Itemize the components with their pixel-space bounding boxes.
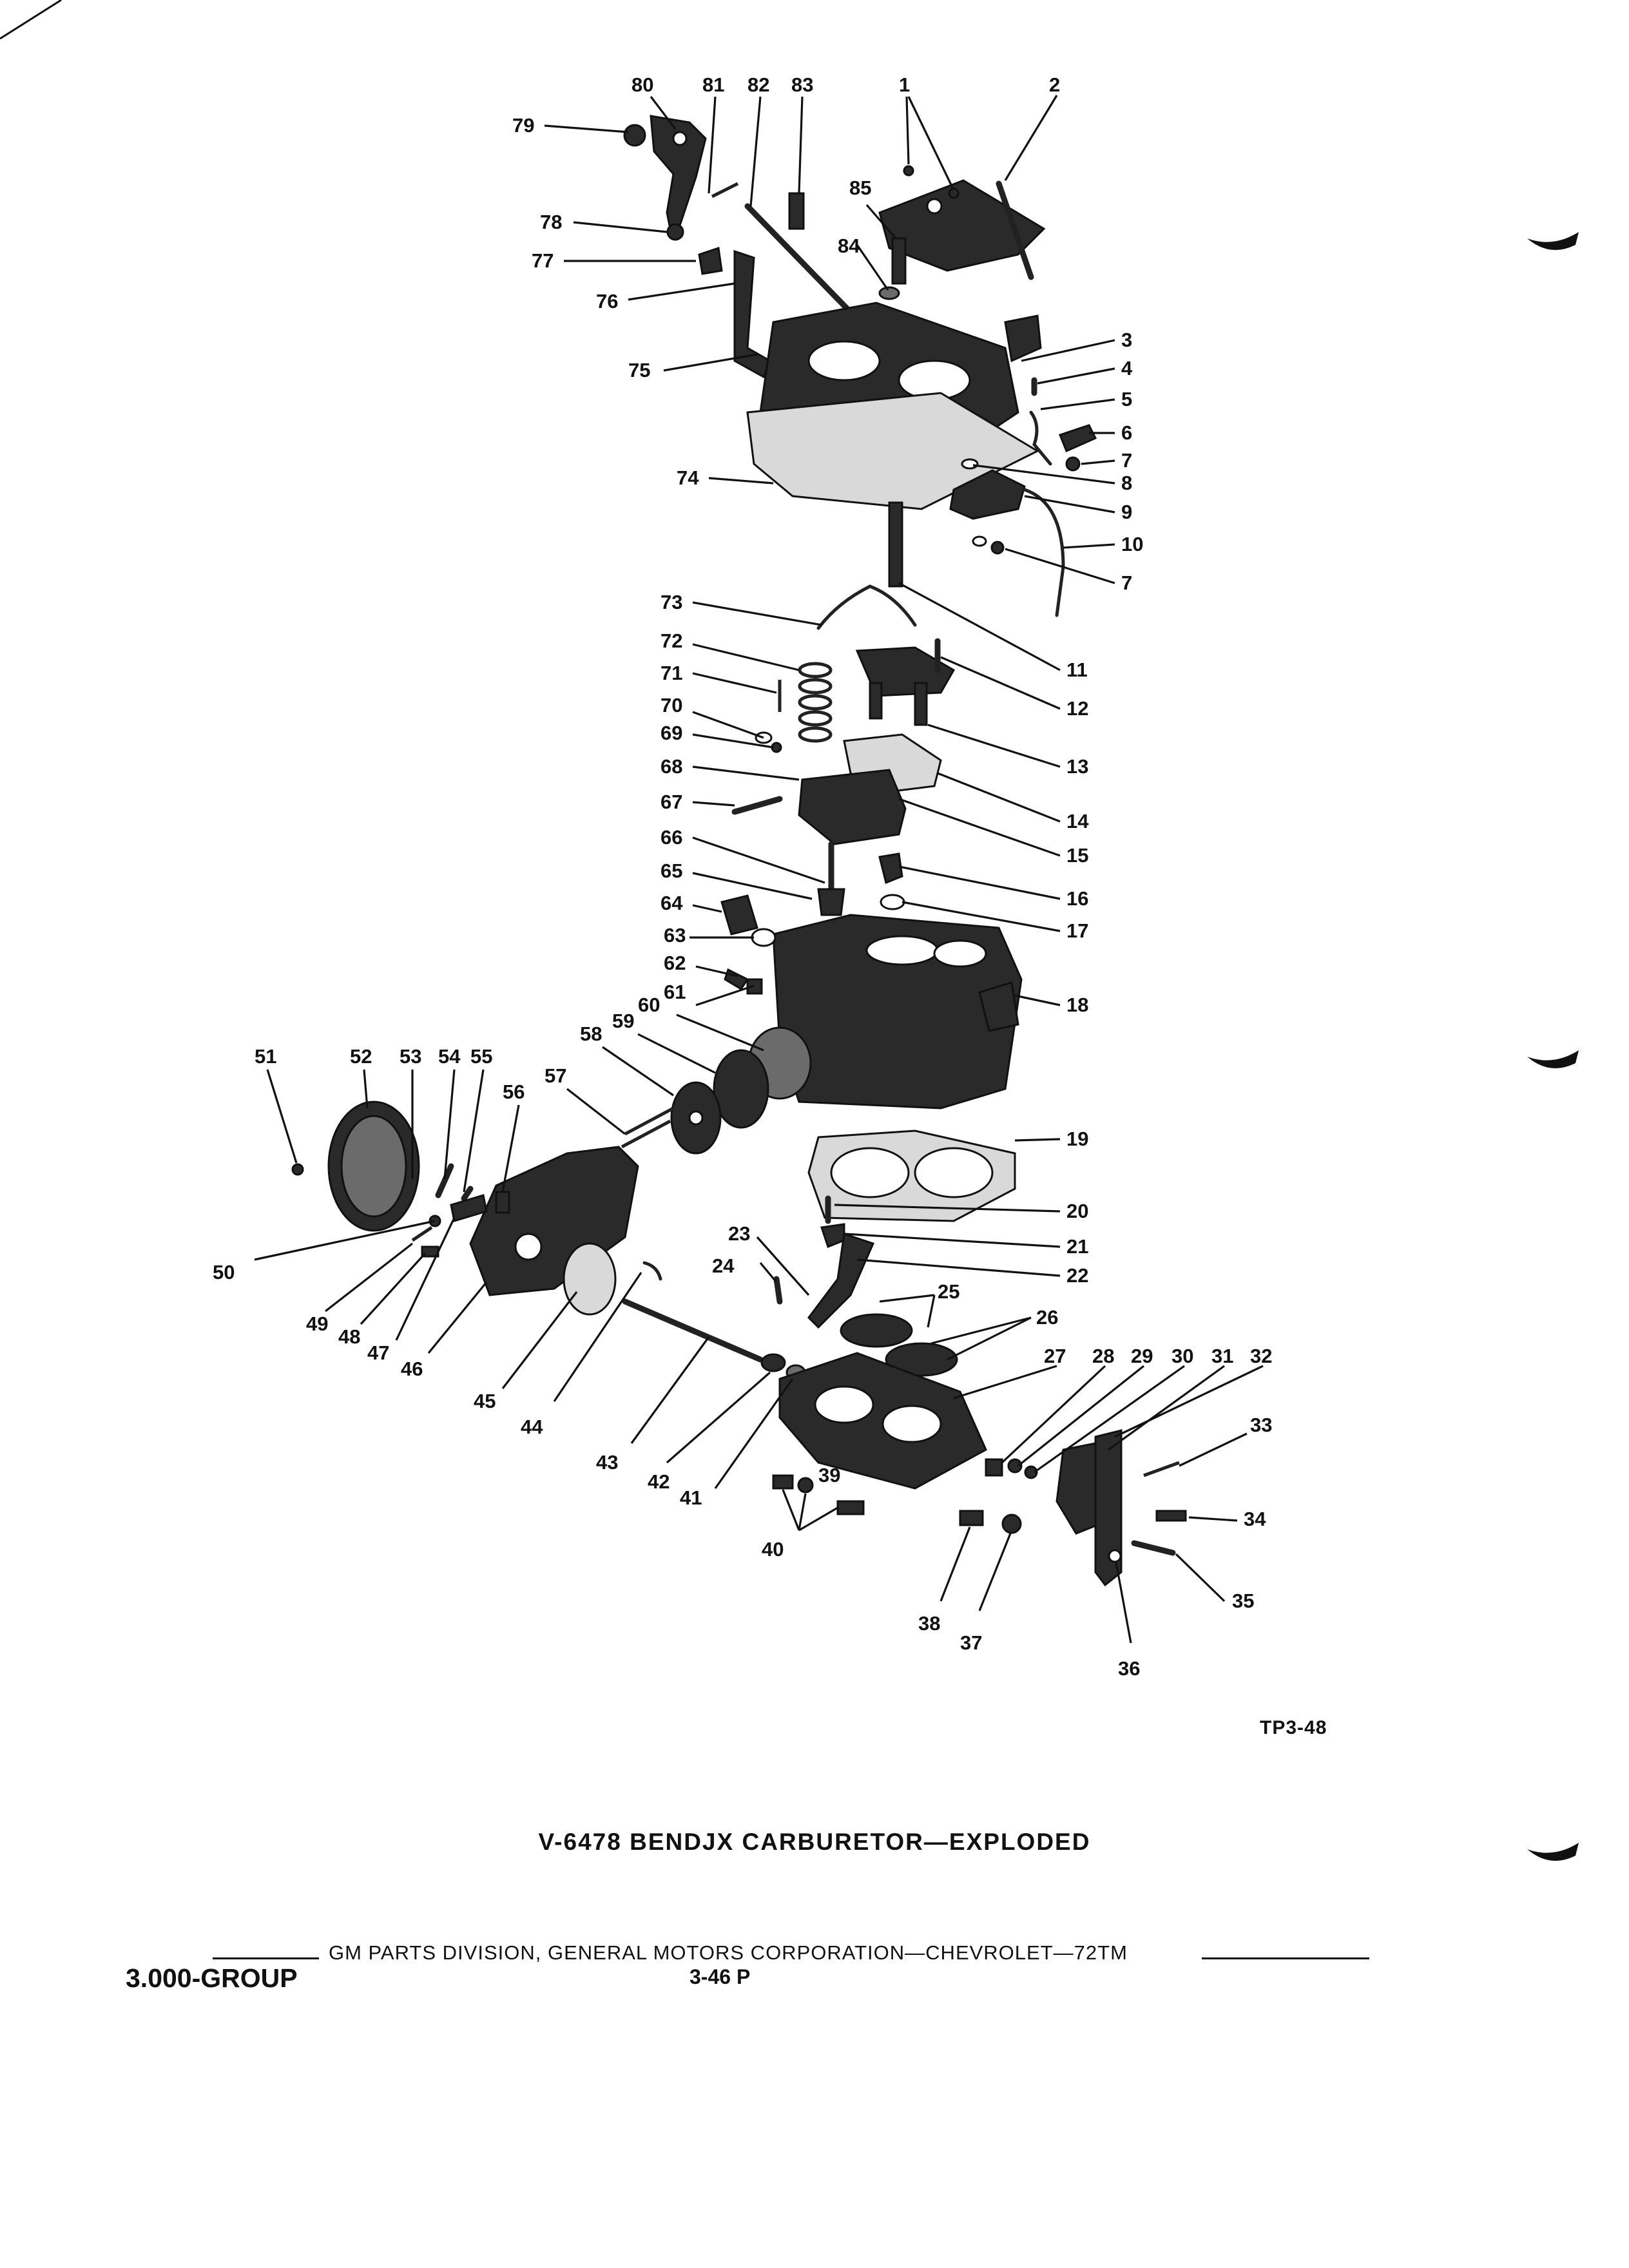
callout-42: 42 (648, 1470, 670, 1493)
callout-49: 49 (306, 1312, 329, 1335)
callout-74: 74 (677, 466, 699, 489)
callout-14: 14 (1066, 810, 1089, 832)
callout-3: 3 (1121, 329, 1133, 351)
callout-35: 35 (1232, 1590, 1255, 1612)
callout-28: 28 (1092, 1345, 1115, 1367)
margin-scan-mark (1527, 232, 1579, 250)
callout-5: 5 (1121, 388, 1133, 410)
callout-36: 36 (1118, 1657, 1141, 1680)
callout-70: 70 (660, 694, 683, 716)
callout-84: 84 (838, 235, 860, 257)
scan-corner-mark (0, 0, 61, 39)
callout-62: 62 (664, 952, 686, 974)
callout-83: 83 (791, 73, 814, 96)
callout-57: 57 (545, 1064, 567, 1087)
callout-17: 17 (1066, 919, 1089, 942)
callout-26: 26 (1036, 1306, 1059, 1329)
callout-19: 19 (1066, 1128, 1089, 1150)
callout-34: 34 (1244, 1508, 1266, 1530)
callout-60: 60 (638, 994, 660, 1016)
callout-85: 85 (849, 177, 872, 199)
callout-54: 54 (438, 1045, 461, 1068)
callout-21: 21 (1066, 1235, 1089, 1258)
callout-27: 27 (1044, 1345, 1066, 1367)
leader-lines (255, 95, 1263, 1643)
callout-78: 78 (540, 211, 563, 233)
callout-44: 44 (521, 1416, 543, 1438)
callout-51: 51 (255, 1045, 277, 1068)
callout-33: 33 (1250, 1414, 1273, 1436)
callout-39: 39 (818, 1464, 841, 1486)
callout-46: 46 (401, 1358, 423, 1380)
footer-source: GM PARTS DIVISION, GENERAL MOTORS CORPORATION—CHEVROLET—72TM (329, 1941, 1128, 1964)
callout-1: 1 (899, 73, 911, 96)
callout-29: 29 (1131, 1345, 1153, 1367)
callout-65: 65 (660, 860, 683, 882)
footer-rule-right (1202, 1957, 1369, 1959)
figure-title: V-6478 BENDJX CARBURETOR—EXPLODED (538, 1829, 1091, 1855)
callout-12: 12 (1066, 697, 1089, 720)
callout-7: 7 (1121, 449, 1133, 472)
callout-63: 63 (664, 924, 686, 947)
callout-50: 50 (213, 1261, 235, 1283)
callout-61: 61 (664, 981, 686, 1003)
callout-71: 71 (660, 662, 683, 684)
callout-55: 55 (470, 1045, 493, 1068)
callout-22: 22 (1066, 1264, 1089, 1287)
callout-59: 59 (612, 1010, 635, 1032)
callout-79: 79 (512, 114, 535, 137)
callout-10: 10 (1121, 533, 1144, 555)
callout-53: 53 (400, 1045, 422, 1068)
callout-25: 25 (938, 1280, 960, 1303)
callout-80: 80 (631, 73, 654, 96)
callout-45: 45 (474, 1390, 496, 1412)
callout-73: 73 (660, 591, 683, 613)
callout-58: 58 (580, 1023, 602, 1045)
callout-32: 32 (1250, 1345, 1273, 1367)
callout-81: 81 (702, 73, 725, 96)
callout-48: 48 (338, 1325, 361, 1348)
callout-69: 69 (660, 722, 683, 744)
callout-56: 56 (503, 1081, 525, 1103)
callout-43: 43 (596, 1451, 619, 1474)
callout-23: 23 (728, 1222, 751, 1245)
figure-code: TP3-48 (1260, 1717, 1327, 1738)
callout-24: 24 (712, 1254, 735, 1277)
callout-68: 68 (660, 755, 683, 778)
callout-76: 76 (596, 290, 619, 312)
callout-8: 8 (1121, 472, 1133, 494)
callout-6: 6 (1121, 421, 1133, 444)
callout-31: 31 (1211, 1345, 1234, 1367)
callout-16: 16 (1066, 887, 1089, 910)
callout-20: 20 (1066, 1200, 1089, 1222)
callout-7-second: 7 (1121, 572, 1133, 594)
callout-18: 18 (1066, 994, 1089, 1016)
callout-4: 4 (1121, 357, 1133, 380)
callout-37: 37 (960, 1631, 983, 1654)
callout-40: 40 (762, 1538, 784, 1561)
callout-13: 13 (1066, 755, 1089, 778)
callout-77: 77 (532, 249, 554, 272)
callout-75: 75 (628, 359, 651, 381)
margin-scan-mark (1527, 1050, 1579, 1068)
callout-47: 47 (367, 1341, 390, 1364)
callout-11: 11 (1066, 658, 1088, 681)
callout-41: 41 (680, 1486, 702, 1509)
callout-67: 67 (660, 791, 683, 813)
callout-52: 52 (350, 1045, 372, 1068)
callout-82: 82 (747, 73, 770, 96)
callout-38: 38 (918, 1612, 941, 1635)
callout-30: 30 (1171, 1345, 1194, 1367)
footer-page-number: 3-46 P (689, 1965, 751, 1988)
callout-15: 15 (1066, 844, 1089, 867)
footer-group: 3.000-GROUP (126, 1963, 298, 1993)
callout-2: 2 (1049, 73, 1061, 96)
callout-66: 66 (660, 826, 683, 849)
callout-9: 9 (1121, 501, 1133, 523)
footer-rule-left (213, 1957, 319, 1959)
callout-64: 64 (660, 892, 683, 914)
callout-72: 72 (660, 629, 683, 652)
